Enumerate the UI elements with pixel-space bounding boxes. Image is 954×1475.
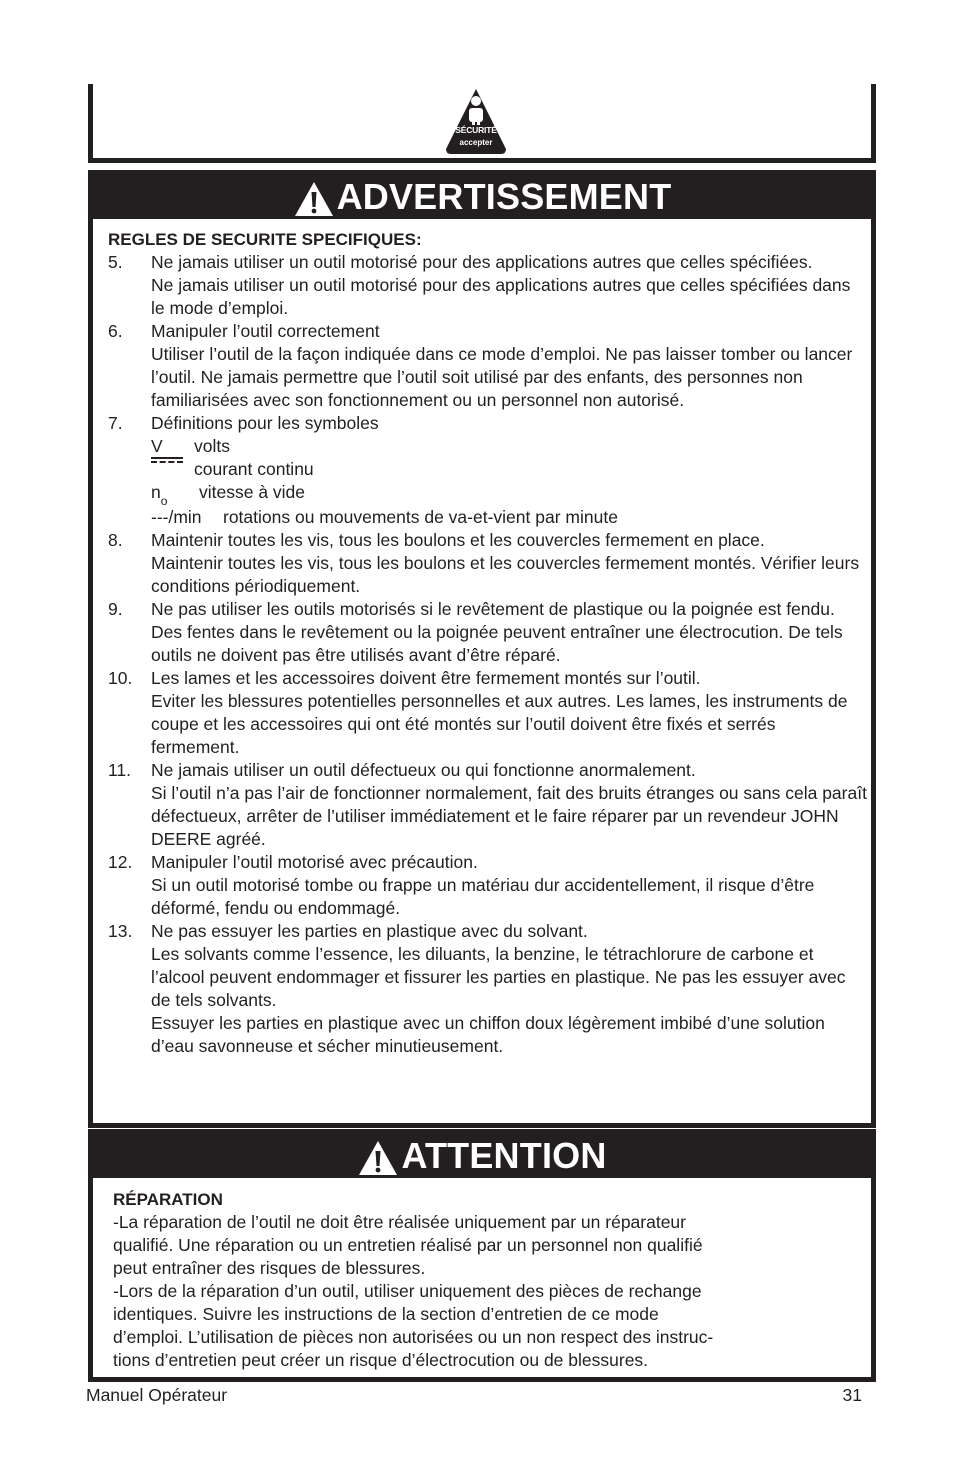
item-body [151,320,868,412]
item-line: Utiliser l’outil de la façon indiquée dans ce mode d’emploi. Ne pas laisser tomber ou lancer l’outil. Ne jamais permettre que l’outil soit utilisé par des enfants, des personnes non familiarisées avec son fonctionnement ou un personnel non autorisé. [151,344,853,410]
item-line: Les solvants comme l’essence, les diluants, la benzine, le tétrachlorure de carbone et l’alcool peuvent endommager et fissurer les parties en plastique. Ne pas les essuyer avec de tels solvants. [151,944,846,1010]
list-item [108,320,868,412]
item-line: Ne jamais utiliser un outil motorisé pour des applications autres que celles spécifiées dans le mode d’emploi. [151,275,851,318]
item-body [151,920,868,1058]
symbol-v-desc: volts [194,436,230,456]
attention-line: qualifié. Une réparation ou un entretien réalisé par un personnel non qualifié [113,1235,703,1255]
item-number: 8. [108,530,123,550]
advertissement-banner [93,175,871,219]
section-heading: RÉPARATION [113,1190,223,1209]
logo-text-securite: SÉCURITÉ [455,125,497,135]
item-line: Ne pas utiliser les outils motorisés si le revêtement de plastique ou la poignée est fendu. [151,599,835,619]
advertissement-title: ADVERTISSEMENT [336,176,672,217]
top-frame [88,84,876,163]
item-number: 11. [108,760,132,780]
warning-triangle-icon [293,180,335,218]
symbol-dc-desc: courant continu [194,459,314,479]
symbol-min-desc: rotations ou mouvements de va-et-vient par minute [223,507,618,527]
item-line: Définitions pour les symboles [151,413,379,433]
symbol-n-subscript: o [160,494,168,508]
safety-logo [444,87,508,155]
item-body [151,759,868,851]
item-number: 7. [108,413,123,433]
item-body [151,251,868,320]
item-number: 9. [108,599,123,619]
list-item [108,412,868,529]
advertissement-box [88,170,876,1128]
list-item [108,598,868,667]
direct-current-icon [151,454,183,466]
item-line: Eviter les blessures potentielles personnelles et aux autres. Les lames, les instruments de coupe et les accessoires qui ont été montés sur l’outil doivent être fixés et serrés fermement. [151,691,848,757]
item-line: Si un outil motorisé tombe ou frappe un matériau dur accidentellement, il risque d’être déformé, fendu ou endommagé. [151,875,815,918]
attention-line: identiques. Suivre les instructions de la section d’entretien de ce mode [113,1304,659,1324]
item-number: 6. [108,321,123,341]
item-line: Essuyer les parties en plastique avec un chiffon doux légèrement imbibé d’une solution d’eau savonneuse et sécher minutieusement. [151,1013,825,1056]
symbol-n [151,481,199,506]
list-item [108,251,868,320]
warning-triangle-icon [357,1139,399,1177]
attention-line: -Lors de la réparation d’un outil, utiliser uniquement des pièces de rechange [113,1281,702,1301]
symbol-row-volts [151,435,868,458]
symbol-row-no-load-speed [151,481,868,506]
list-item [108,920,868,1058]
advertissement-content [108,229,868,1058]
symbol-n-desc: vitesse à vide [199,482,306,502]
item-number: 13. [108,921,133,941]
item-line: Ne jamais utiliser un outil motorisé pour des applications autres que celles spécifiées. [151,252,813,272]
item-line: Les lames et les accessoires doivent être fermement montés sur l’outil. [151,668,701,688]
symbol-v: V [151,436,163,456]
list-item [108,529,868,598]
attention-line: -La réparation de l’outil ne doit être réalisée uniquement par un réparateur [113,1212,686,1232]
item-line: Maintenir toutes les vis, tous les boulons et les couvercles fermement en place. [151,530,765,550]
symbol-row-per-minute [151,506,868,529]
attention-line: tions d’entretien peut créer un risque d’électrocution ou de blessures. [113,1350,649,1370]
attention-content [113,1189,853,1372]
symbol-min: ---/min [151,507,202,527]
item-body [151,412,868,529]
item-line: Ne pas essuyer les parties en plastique avec du solvant. [151,921,588,941]
attention-title: ATTENTION [401,1135,607,1176]
item-number: 12. [108,852,133,872]
item-line: Manipuler l’outil motorisé avec précaution. [151,852,478,872]
item-line: Maintenir toutes les vis, tous les boulons et les couvercles fermement montés. Vérifier leurs conditions périodiquement. [151,553,860,596]
symbol-n-letter: n [151,482,161,502]
list-item [108,759,868,851]
item-number: 5. [108,252,123,272]
item-body [151,529,868,598]
item-line: Ne jamais utiliser un outil défectueux ou qui fonctionne anormalement. [151,760,696,780]
section-heading: REGLES DE SECURITE SPECIFIQUES: [108,230,422,249]
item-body [151,667,868,759]
item-line: Manipuler l’outil correctement [151,321,380,341]
item-number: 10. [108,668,133,688]
footer-manual-title: Manuel Opérateur [86,1385,228,1405]
attention-box [88,1129,876,1382]
symbol-row-dc [151,458,868,481]
attention-banner [93,1134,871,1178]
page-number: 31 [842,1385,862,1405]
attention-line: d’emploi. L’utilisation de pièces non autorisées ou un non respect des instruc- [113,1327,714,1347]
item-line: Des fentes dans le revêtement ou la poignée peuvent entraîner une électrocution. De tels outils ne doivent pas être utilisés avant d’être réparé. [151,622,843,665]
item-body [151,851,868,920]
attention-line: peut entraîner des risques de blessures. [113,1258,426,1278]
item-body [151,598,868,667]
item-line: Si l’outil n’a pas l’air de fonctionner normalement, fait des bruits étranges ou sans cela paraît défectueux, arrêter de l’utiliser immédiatement et le faire réparer par un revendeur JOHN DEERE agréé. [151,783,867,849]
list-item [108,851,868,920]
logo-text-accepter: accepter [459,138,493,147]
list-item [108,667,868,759]
